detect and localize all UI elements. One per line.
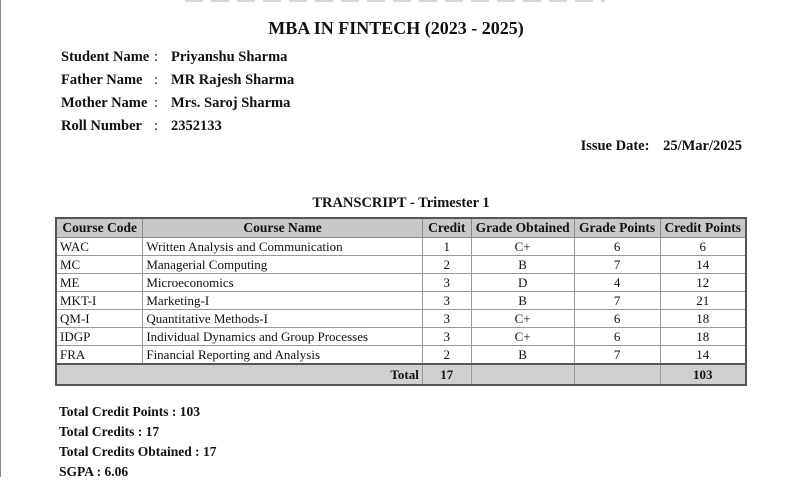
field-separator: : (154, 72, 159, 88)
course-code-cell: QM-I (56, 310, 143, 328)
grade-points-cell: 6 (574, 328, 660, 346)
field-label: Student Name (61, 49, 150, 65)
issue-date-value: 25/Mar/2025 (663, 138, 742, 154)
table-row (56, 256, 746, 274)
page-left-edge (0, 0, 1, 477)
credit-points-cell: 18 (660, 328, 746, 346)
summary-total-credits-obtained: Total Credits Obtained : 17 (59, 444, 217, 459)
summary-sgpa: SGPA : 6.06 (59, 464, 129, 479)
credit-points-cell: 14 (660, 346, 746, 365)
issue-date-label: Issue Date: (580, 138, 650, 154)
result-summary (59, 402, 217, 482)
grade-cell: B (471, 346, 574, 365)
field-separator: : (154, 49, 159, 65)
credit-cell: 3 (422, 310, 471, 328)
column-header: Credit Points (660, 218, 746, 238)
course-name-cell: Written Analysis and Communication (143, 238, 422, 256)
course-code-cell: ME (56, 274, 143, 292)
field-label: Mother Name (61, 95, 148, 111)
program-title: MBA IN FINTECH (2023 - 2025) (268, 18, 524, 38)
grade-cell: B (471, 292, 574, 310)
total-credit: 17 (422, 364, 471, 385)
credit-cell: 2 (422, 256, 471, 274)
mother-name-row (61, 92, 294, 115)
column-header: Credit (422, 218, 471, 238)
student-name-value: Priyanshu Sharma (171, 49, 288, 65)
roll-number-value: 2352133 (171, 118, 222, 134)
course-code-cell: IDGP (56, 328, 143, 346)
grade-cell: C+ (471, 310, 574, 328)
grade-points-cell: 6 (574, 310, 660, 328)
credit-cell: 2 (422, 346, 471, 365)
course-name-cell: Marketing-I (143, 292, 422, 310)
course-code-cell: FRA (56, 346, 143, 365)
father-name-value: MR Rajesh Sharma (171, 72, 295, 88)
course-name-cell: Financial Reporting and Analysis (143, 346, 422, 365)
table-row (56, 310, 746, 328)
course-name-cell: Microeconomics (143, 274, 422, 292)
empty-cell (471, 364, 574, 385)
summary-total-credit-points: Total Credit Points : 103 (59, 404, 201, 419)
column-header: Grade Obtained (471, 218, 574, 238)
table-row (56, 238, 746, 256)
grade-points-cell: 4 (574, 274, 660, 292)
table-row (56, 292, 746, 310)
grade-cell: C+ (471, 328, 574, 346)
course-code-cell: WAC (56, 238, 143, 256)
credit-cell: 3 (422, 274, 471, 292)
field-separator: : (154, 95, 159, 111)
transcript-table (55, 217, 747, 386)
grade-points-cell: 7 (574, 256, 660, 274)
field-separator: : (154, 118, 159, 134)
roll-number-row (61, 115, 294, 138)
field-label: Roll Number (61, 118, 142, 134)
issue-date (581, 138, 742, 155)
column-header: Course Code (56, 218, 143, 238)
student-name-row (61, 46, 294, 69)
table-row (56, 274, 746, 292)
course-name-cell: Quantitative Methods-I (143, 310, 422, 328)
empty-cell (574, 364, 660, 385)
transcript-title: TRANSCRIPT - Trimester 1 (312, 195, 490, 211)
grade-points-cell: 7 (574, 346, 660, 365)
father-name-row (61, 69, 294, 92)
student-info (61, 46, 294, 138)
table-row (56, 328, 746, 346)
course-name-cell: Managerial Computing (143, 256, 422, 274)
total-row (56, 364, 746, 385)
credit-cell: 1 (422, 238, 471, 256)
column-header: Course Name (143, 218, 422, 238)
credit-cell: 3 (422, 292, 471, 310)
credit-points-cell: 12 (660, 274, 746, 292)
mother-name-value: Mrs. Saroj Sharma (171, 95, 291, 111)
credit-cell: 3 (422, 328, 471, 346)
grade-points-cell: 7 (574, 292, 660, 310)
table-row (56, 346, 746, 365)
table-header-row (56, 218, 746, 238)
cropped-heading-remnant (185, 0, 605, 4)
total-label: Total (56, 364, 422, 385)
credit-points-cell: 21 (660, 292, 746, 310)
grade-points-cell: 6 (574, 238, 660, 256)
credit-points-cell: 18 (660, 310, 746, 328)
total-credit-points: 103 (660, 364, 746, 385)
grade-cell: C+ (471, 238, 574, 256)
field-label: Father Name (61, 72, 143, 88)
course-code-cell: MC (56, 256, 143, 274)
course-code-cell: MKT-I (56, 292, 143, 310)
course-name-cell: Individual Dynamics and Group Processes (143, 328, 422, 346)
credit-points-cell: 6 (660, 238, 746, 256)
summary-total-credits: Total Credits : 17 (59, 424, 160, 439)
grade-cell: B (471, 256, 574, 274)
credit-points-cell: 14 (660, 256, 746, 274)
grade-cell: D (471, 274, 574, 292)
column-header: Grade Points (574, 218, 660, 238)
